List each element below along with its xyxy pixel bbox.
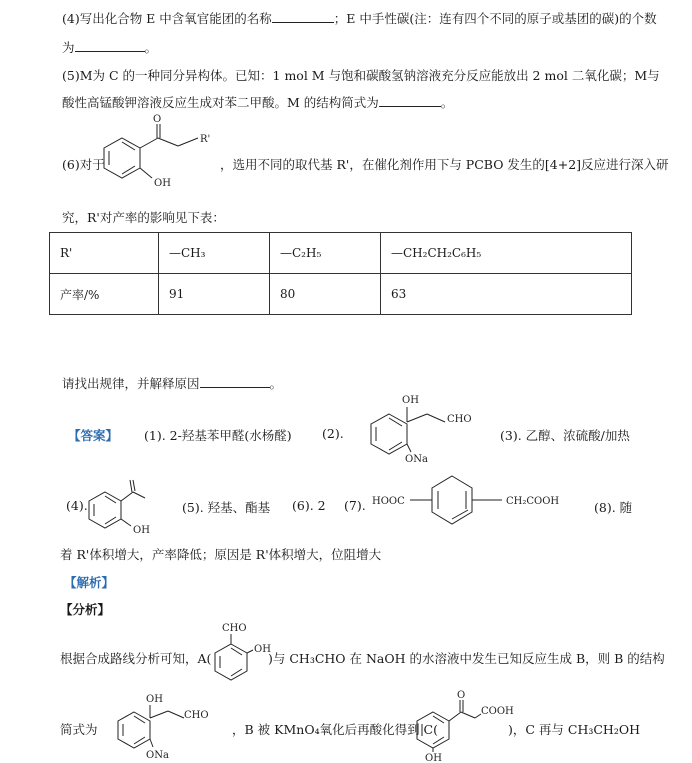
acetophenone-structure bbox=[85, 478, 165, 536]
table-header: —CH₂CH₂C₆H₅ bbox=[381, 233, 632, 274]
q5-line2: 酸性高锰酸钾溶液反应生成对苯二甲酸。M 的结构简式为 。 bbox=[62, 95, 454, 110]
q4-line2: 为 。 bbox=[62, 40, 158, 55]
svg-text:O: O bbox=[457, 690, 466, 701]
svg-text:OH: OH bbox=[402, 395, 419, 406]
svg-text:CHO: CHO bbox=[222, 623, 247, 634]
svg-text:COOH: COOH bbox=[481, 706, 514, 717]
table-cell: 91 bbox=[159, 274, 270, 315]
m-structure bbox=[372, 470, 592, 530]
table-row bbox=[50, 233, 632, 274]
q5-line1: (5)M为 C 的一种同分异构体。已知：1 mol M 与饱和碳酸氢钠溶液充分反应能放出 2 mol 二氧化碳；M与 bbox=[62, 68, 660, 83]
svg-text:OH: OH bbox=[133, 525, 150, 536]
analysis-p1a: 根据合成路线分析可知，A( bbox=[60, 651, 212, 666]
q6-rule: 请找出规律，并解释原因 。 bbox=[62, 376, 283, 391]
answer-4: (4). bbox=[66, 498, 88, 513]
answer-blank[interactable] bbox=[272, 9, 334, 23]
svg-text:OH: OH bbox=[154, 178, 171, 189]
c-structure bbox=[405, 690, 515, 763]
table-cell: 80 bbox=[270, 274, 381, 315]
svg-text:OH: OH bbox=[146, 694, 163, 705]
a-structure bbox=[205, 620, 275, 680]
svg-text:O: O bbox=[153, 114, 162, 125]
analysis-p2c: )，C 再与 CH₃CH₂OH bbox=[508, 722, 640, 737]
answer-blank[interactable] bbox=[379, 93, 441, 107]
svg-text:ONa: ONa bbox=[405, 454, 428, 465]
answer-5: (5). 羟基、酯基 bbox=[182, 500, 271, 515]
table-header: R' bbox=[50, 233, 159, 274]
svg-text:R': R' bbox=[200, 134, 211, 145]
answer-6: (6). 2 bbox=[292, 498, 326, 513]
answer-label: 【答案】 bbox=[68, 428, 119, 443]
svg-text:OH: OH bbox=[254, 644, 271, 655]
q6-line2: 究，R'对产率的影响见下表： bbox=[62, 210, 225, 225]
svg-text:CHO: CHO bbox=[184, 710, 209, 721]
svg-text:ONa: ONa bbox=[146, 750, 169, 761]
q6-prefix: (6)对于 bbox=[62, 157, 105, 172]
svg-text:CHO: CHO bbox=[447, 414, 472, 425]
answer-blank[interactable] bbox=[200, 374, 270, 388]
yield-table bbox=[49, 232, 632, 315]
table-header: —CH₃ bbox=[159, 233, 270, 274]
analysis-p1b: )与 CH₃CHO 在 NaOH 的水溶液中发生已知反应生成 B，则 B 的结构 bbox=[268, 651, 665, 666]
table-row bbox=[50, 274, 632, 315]
analysis-label: 【解析】 bbox=[64, 575, 115, 590]
answer-blank[interactable] bbox=[75, 38, 145, 52]
table-cell: 63 bbox=[381, 274, 632, 315]
table-header: —C₂H₅ bbox=[270, 233, 381, 274]
analysis-p2b: ，B 被 KMnO₄氧化后再酸化得到 C( bbox=[232, 722, 438, 737]
answer-8-continued: 着 R'体积增大，产率降低；原因是 R'体积增大，位阻增大 bbox=[60, 547, 382, 562]
answer-1: (1). 2-羟基苯甲醛(水杨醛) bbox=[144, 428, 292, 443]
b-structure bbox=[345, 390, 475, 470]
table-cell: 产率/% bbox=[50, 274, 159, 315]
q6-after: ，选用不同的取代基 R'，在催化剂作用下与 PCBO 发生的[4+2]反应进行深入研 bbox=[220, 157, 669, 172]
svg-text:OH: OH bbox=[425, 753, 442, 763]
svg-text:HOOC: HOOC bbox=[372, 496, 405, 507]
b-structure-2 bbox=[98, 690, 218, 763]
answer-2: (2). bbox=[322, 426, 344, 441]
svg-text:CH₂COOH: CH₂COOH bbox=[506, 496, 560, 507]
answer-8: (8). 随 bbox=[594, 500, 633, 515]
answer-3: (3). 乙醇、浓硫酸/加热 bbox=[500, 428, 630, 443]
answer-7: (7). bbox=[344, 498, 366, 513]
ketone-structure bbox=[100, 116, 218, 198]
analysis-p2a: 简式为 bbox=[60, 722, 98, 737]
analysis-sub-label: 【分析】 bbox=[60, 602, 111, 617]
q4-line1: (4)写出化合物 E 中含氧官能团的名称 ；E 中手性碳(注：连有四个不同的原子或基团的碳)的个数 bbox=[62, 11, 657, 26]
